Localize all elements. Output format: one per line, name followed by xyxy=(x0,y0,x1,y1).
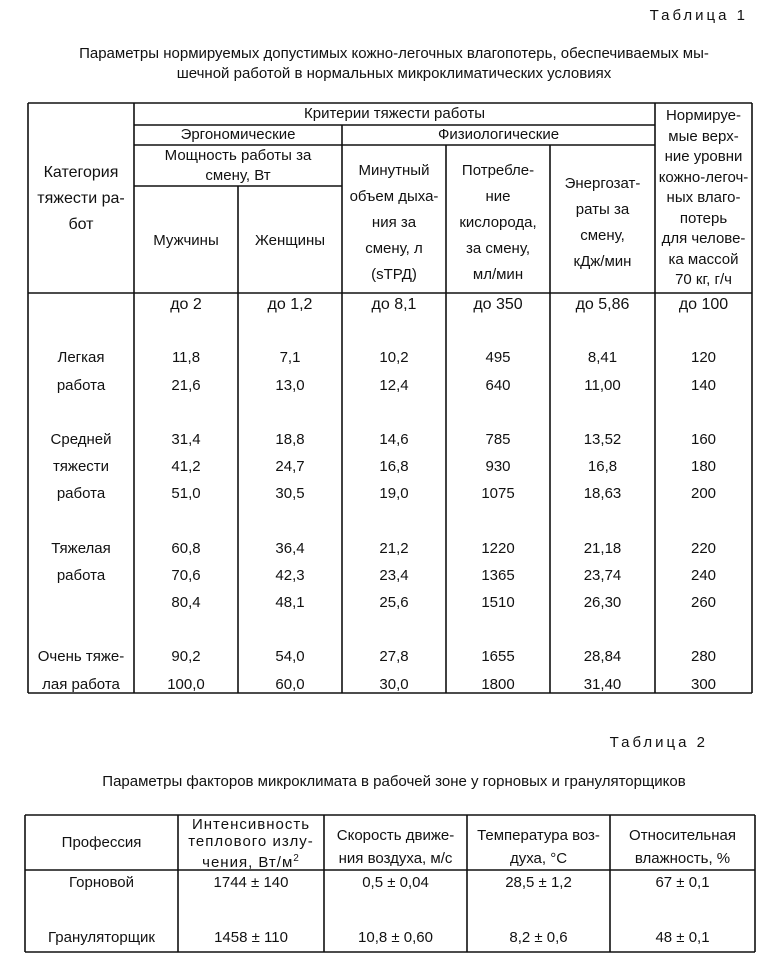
table-cell: 240 xyxy=(690,567,717,584)
category-name: Средней xyxy=(50,431,112,448)
header-oxygen-line: мл/мин xyxy=(472,266,524,283)
table-cell: 140 xyxy=(690,377,717,394)
table-cell: 18,8 xyxy=(275,431,305,448)
table-cell: 7,1 xyxy=(279,349,301,366)
header-oxygen xyxy=(446,158,550,288)
header-energy-line: раты за xyxy=(575,201,630,218)
limit-cell: до 2 xyxy=(170,296,202,313)
t2-header-humidity xyxy=(610,824,755,870)
table-cell: 12,4 xyxy=(379,377,409,394)
table-cell: 10,8 ± 0,60 xyxy=(358,929,433,946)
table-cell: 100,0 xyxy=(167,676,205,693)
header-norm-line: ных влаго- xyxy=(666,189,741,206)
table-cell: 31,4 xyxy=(171,431,201,448)
table1-label: Таблица 1 xyxy=(649,7,748,24)
t2-header-temp-line: Температура воз- xyxy=(477,827,600,844)
table-cell: 1458 ± 110 xyxy=(214,929,288,946)
category-name: лая работа xyxy=(42,676,120,693)
table-cell: 10,2 xyxy=(379,349,409,366)
table2-title: Параметры факторов микроклимата в рабочей зоне у горновых и грануляторщиков xyxy=(102,773,686,790)
table-cell: 21,2 xyxy=(379,540,409,557)
category-name: работа xyxy=(56,377,106,394)
header-men: Мужчины xyxy=(153,232,219,249)
limit-cell: до 5,86 xyxy=(575,296,630,313)
limit-cell: до 100 xyxy=(678,296,729,313)
table-cell: 13,0 xyxy=(275,377,305,394)
table-cell: 300 xyxy=(690,676,717,693)
header-breath-line: Минутный xyxy=(358,162,430,179)
header-energy-line: смену, xyxy=(580,227,625,244)
header-category-line: Категория xyxy=(43,164,119,181)
header-oxygen-line: ние xyxy=(485,188,511,205)
table-cell: 260 xyxy=(690,594,717,611)
table-cell: 28,84 xyxy=(583,648,622,665)
header-oxygen-line: Потребле- xyxy=(461,162,535,179)
t2-header-profession: Профессия xyxy=(61,834,142,851)
limits-row xyxy=(0,296,780,316)
header-physiological: Физиологические xyxy=(437,126,560,143)
table-cell: 14,6 xyxy=(379,431,409,448)
header-norm-line: потерь xyxy=(679,209,728,227)
table-cell: 24,7 xyxy=(275,458,305,475)
t2-header-intensity-line: теплового излу- xyxy=(188,833,314,850)
header-power xyxy=(134,146,342,186)
t2-header-intensity-line xyxy=(178,850,324,871)
table-cell: 0,5 ± 0,04 xyxy=(362,874,429,891)
table-cell: 18,63 xyxy=(583,485,622,502)
t2-header-speed xyxy=(324,824,467,870)
profession-cell: Грануляторщик xyxy=(48,929,155,946)
table-cell: 23,74 xyxy=(583,567,622,584)
table-cell: 30,0 xyxy=(379,676,409,693)
header-women: Женщины xyxy=(254,232,326,249)
profession-cell: Горновой xyxy=(69,874,134,891)
category-name: тяжести xyxy=(52,458,110,475)
table-cell: 1655 xyxy=(481,648,515,665)
header-ergonomic: Эргономические xyxy=(180,126,296,143)
table-cell: 23,4 xyxy=(379,567,409,584)
table-cell: 16,8 xyxy=(379,458,409,475)
header-norm xyxy=(655,106,752,291)
table-cell: 31,40 xyxy=(583,676,622,693)
header-norm-line: Нормируе- xyxy=(665,107,742,124)
table-cell: 54,0 xyxy=(275,648,305,665)
table-cell: 930 xyxy=(485,458,511,475)
table-cell: 120 xyxy=(690,349,717,366)
header-norm-line: кожно-легоч- xyxy=(658,168,749,186)
table-cell: 13,52 xyxy=(583,431,622,448)
table-cell: 160 xyxy=(690,431,717,448)
header-norm-line: для челове- xyxy=(661,230,746,247)
table-cell: 1365 xyxy=(481,567,515,584)
header-category xyxy=(28,160,134,238)
table-cell: 60,0 xyxy=(275,676,305,693)
header-breath-line: (sТРД) xyxy=(371,266,417,283)
table-cell: 1220 xyxy=(481,540,515,557)
table-cell: 640 xyxy=(485,377,511,394)
table-cell: 180 xyxy=(690,458,717,475)
limit-cell: до 350 xyxy=(473,296,523,313)
t2-header-intensity-sup: 2 xyxy=(293,853,300,864)
limit-cell: до 8,1 xyxy=(371,296,417,313)
t2-header-temp xyxy=(467,824,610,870)
table-cell: 1744 ± 140 xyxy=(213,874,289,891)
table-cell: 495 xyxy=(485,349,511,366)
table-cell: 21,6 xyxy=(171,377,201,394)
table-cell: 42,3 xyxy=(275,567,305,584)
header-norm-line: 70 кг, г/ч xyxy=(675,271,732,288)
header-norm-line: мые верх- xyxy=(668,127,739,145)
table-cell: 200 xyxy=(690,485,717,502)
header-category-line: бот xyxy=(68,216,94,233)
table-cell: 785 xyxy=(485,431,511,448)
t2-header-speed-line: ния воздуха, м/с xyxy=(338,850,453,867)
table-cell: 41,2 xyxy=(171,458,201,475)
t2-header-intensity xyxy=(178,816,324,871)
table-cell: 21,18 xyxy=(583,540,622,557)
category-name: Очень тяже- xyxy=(37,648,125,665)
header-breath-line: ния за xyxy=(371,214,417,231)
table-cell: 48 ± 0,1 xyxy=(655,929,710,946)
category-name: Легкая xyxy=(57,349,105,366)
t2-header-speed-line: Скорость движе- xyxy=(336,827,455,844)
table-cell: 28,5 ± 1,2 xyxy=(505,874,572,891)
category-name: Тяжелая xyxy=(51,540,111,557)
table-cell: 26,30 xyxy=(583,594,622,611)
header-oxygen-line: кислорода, xyxy=(459,214,537,231)
table-cell: 60,8 xyxy=(171,540,201,557)
table-cell: 27,8 xyxy=(379,648,409,665)
table-cell: 67 ± 0,1 xyxy=(655,874,710,891)
header-criteria: Критерии тяжести работы xyxy=(304,105,485,122)
t2-header-intensity-line: Интенсивность xyxy=(191,816,311,833)
t2-header-humidity-line: влажность, % xyxy=(634,850,731,867)
table-cell: 19,0 xyxy=(379,485,409,502)
header-energy xyxy=(550,171,655,275)
header-energy-line: Энергозат- xyxy=(564,175,641,192)
header-norm-line: ка массой xyxy=(668,250,739,268)
table1-title-line2: шечной работой в нормальных микроклиматических условиях xyxy=(176,65,612,82)
header-oxygen-line: за смену, xyxy=(466,240,530,257)
header-breath-line: смену, л xyxy=(365,240,423,257)
table-cell: 1800 xyxy=(481,676,515,693)
table-cell: 8,2 ± 0,6 xyxy=(509,929,568,946)
table-cell: 30,5 xyxy=(275,485,305,502)
limit-cell: до 1,2 xyxy=(267,296,313,313)
header-breath-line: объем дыха- xyxy=(349,188,439,205)
header-category-line: тяжести ра- xyxy=(37,190,125,207)
header-power-line: смену, Вт xyxy=(205,167,271,184)
table-cell: 1075 xyxy=(481,485,515,502)
table-cell: 51,0 xyxy=(171,485,201,502)
table2-label: Таблица 2 xyxy=(609,734,708,751)
header-breath xyxy=(342,158,446,288)
table-cell: 48,1 xyxy=(275,594,305,611)
table-cell: 70,6 xyxy=(171,567,201,584)
table-cell: 36,4 xyxy=(275,540,305,557)
t2-header-intensity-unit: чения, Вт/м xyxy=(202,854,294,871)
table-cell: 1510 xyxy=(481,594,515,611)
table-cell: 90,2 xyxy=(171,648,201,665)
table-cell: 25,6 xyxy=(379,594,409,611)
category-name: работа xyxy=(56,485,106,502)
header-norm-line: ние уровни xyxy=(664,148,743,165)
table-cell: 280 xyxy=(690,648,717,665)
header-power-line: Мощность работы за xyxy=(164,147,312,164)
t2-header-temp-line: духа, °С xyxy=(509,850,568,867)
table1-title-line1: Параметры нормируемых допустимых кожно-легочных влагопотерь, обеспечиваемых мы- xyxy=(79,45,709,62)
table-cell: 220 xyxy=(690,540,717,557)
category-name: работа xyxy=(56,567,106,584)
table-cell: 11,00 xyxy=(584,377,621,394)
table-cell: 8,41 xyxy=(587,349,618,366)
table-cell: 16,8 xyxy=(587,458,618,475)
table-cell: 80,4 xyxy=(171,594,201,611)
table-cell: 11,8 xyxy=(171,349,201,366)
t2-header-humidity-line: Относительная xyxy=(629,827,736,844)
header-energy-line: кДж/мин xyxy=(573,253,632,270)
